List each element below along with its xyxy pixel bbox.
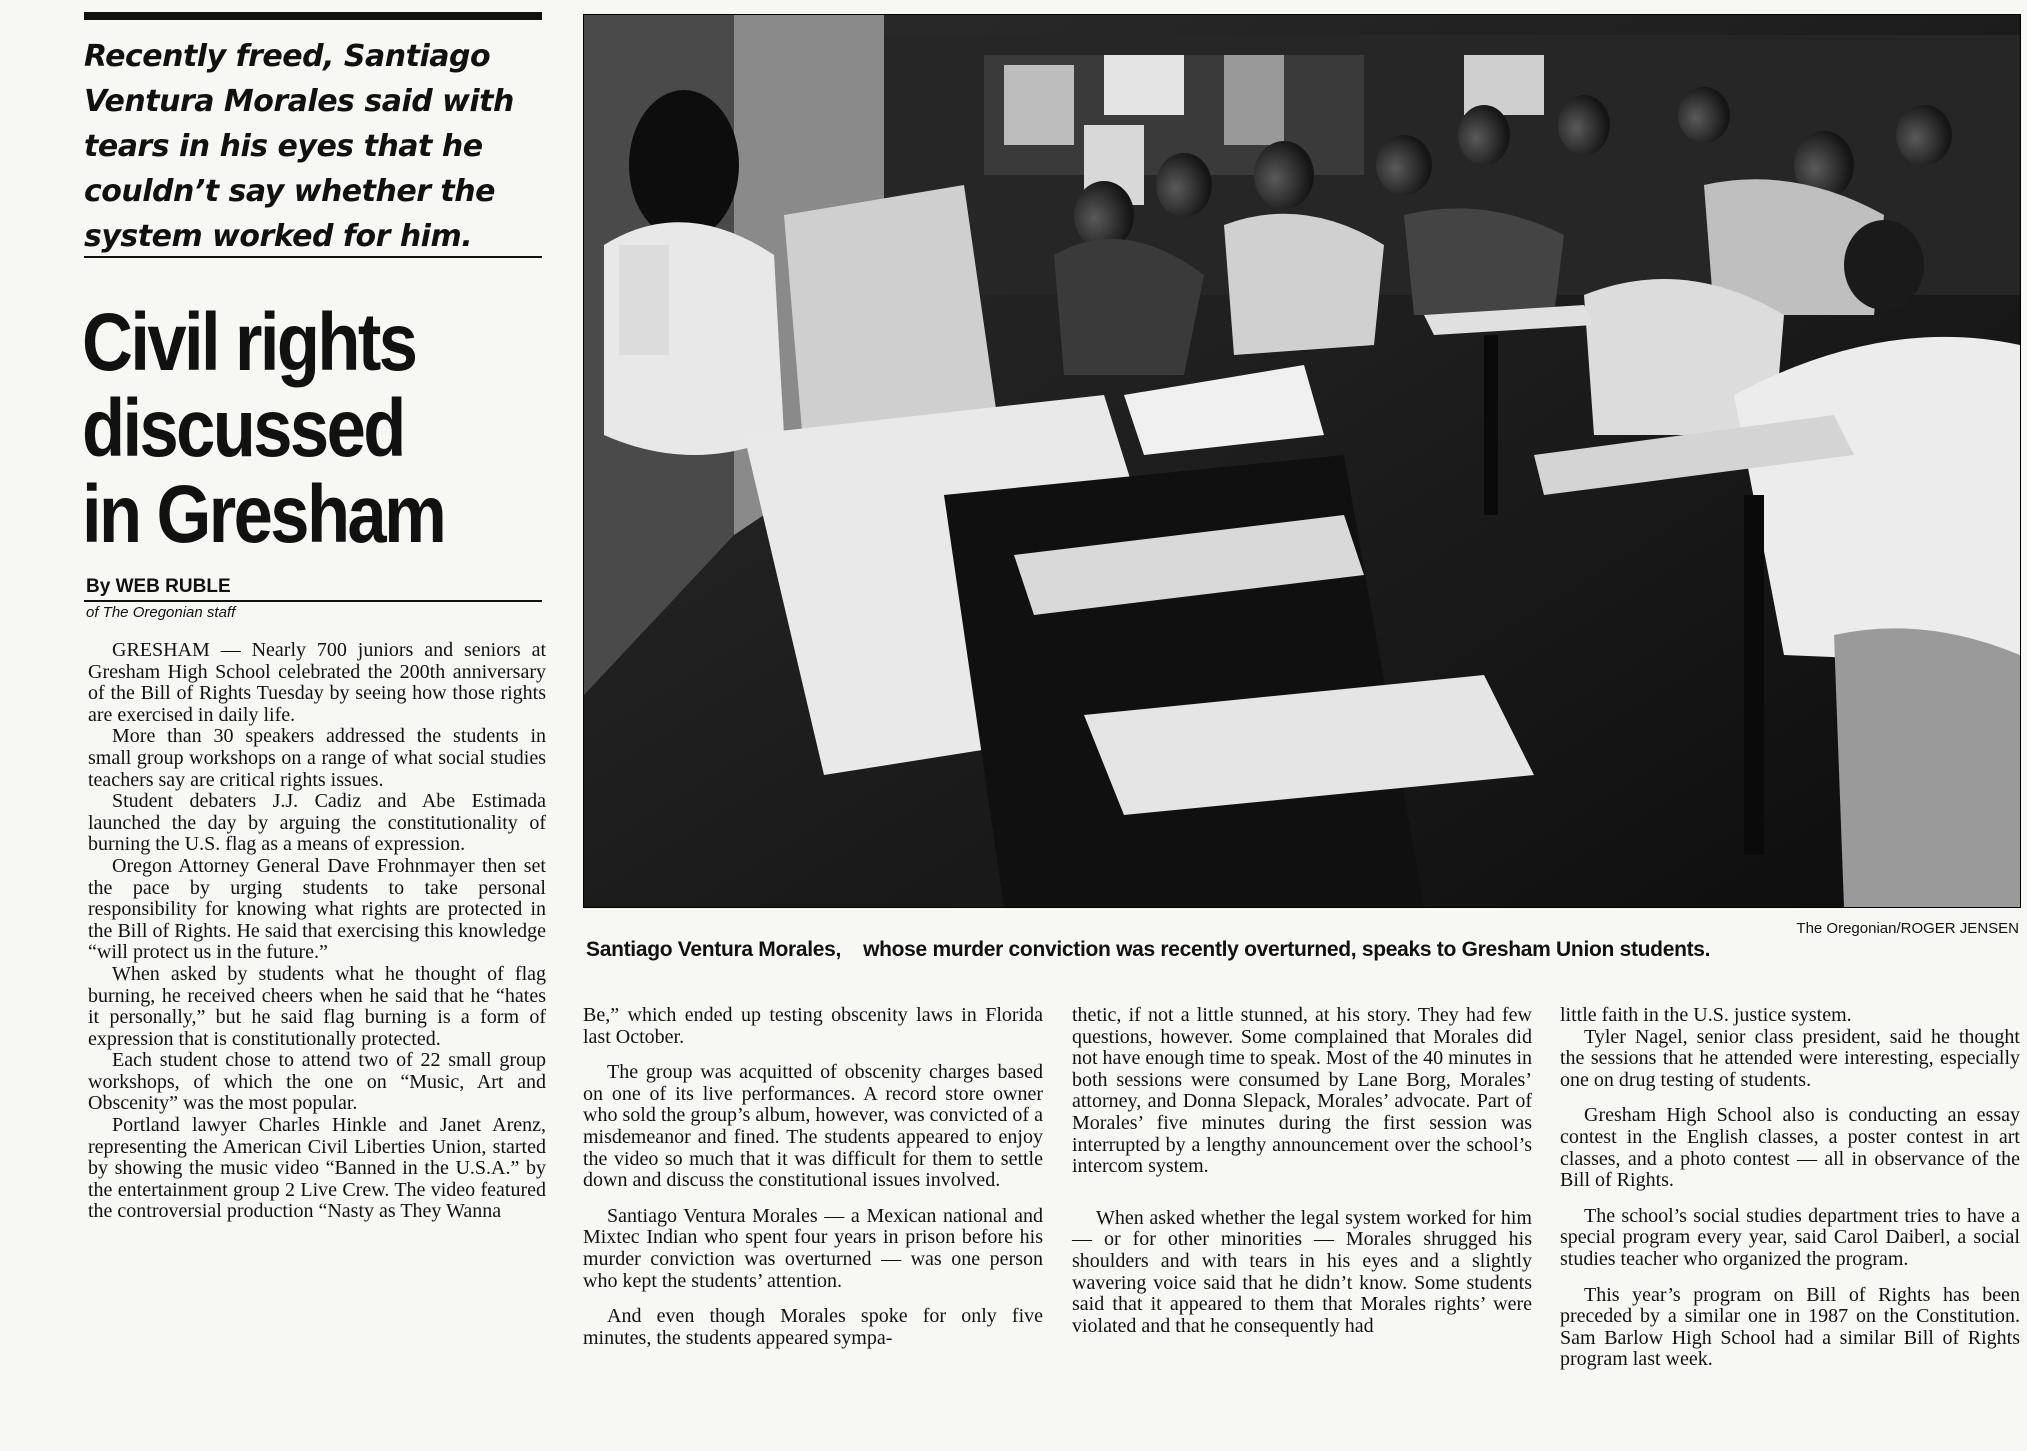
paragraph: Student debaters J.J. Cadiz and Abe Estimada launched the day by arguing the constitutionality of burning the U.S. flag as a means of expression. — [88, 790, 546, 856]
pull-quote-line: tears in his eyes that he — [84, 129, 483, 164]
paragraph: The group was acquitted of obscenity charges based on one of its live performances. A record store owner who sold the group’s album, however, was convicted of a misdemeanor and fined. The students appeared to enjoy the video so much that it was difficult for them to settle down and discuss the constitutional issues involved. — [583, 1061, 1043, 1192]
headline-line: in Gresham — [82, 469, 445, 560]
pull-quote-line: Recently freed, Santiago — [84, 39, 491, 74]
paragraph: Be,” which ended up testing obscenity laws in Florida last October. — [583, 1004, 1043, 1048]
pull-quote-line: system worked for him. — [84, 219, 473, 254]
headline-line: discussed — [82, 383, 404, 474]
paragraph: And even though Morales spoke for only five minutes, the students appeared sympa- — [583, 1305, 1043, 1349]
article-column-2 — [583, 1005, 1043, 1349]
paragraph: Each student chose to attend two of 22 small group workshops, of which the one on “Music, Art and Obscenity” was the most popular. — [88, 1049, 546, 1115]
photo-caption — [586, 938, 2026, 962]
pull-quote-rule — [84, 256, 542, 258]
pull-quote-line: Ventura Morales said with — [84, 84, 514, 119]
photo-credit: The Oregonian/ROGER JENSEN — [1796, 920, 2019, 937]
article-column-3 — [1072, 1005, 1532, 1337]
top-rule — [84, 12, 542, 20]
paragraph: Portland lawyer Charles Hinkle and Janet Arenz, representing the American Civil Liberties Union, started by showing the music video “Banned in the U.S.A.” by the entertainment group 2 Live Crew. The video featured the controversial production “Nasty as They Wanna — [88, 1114, 546, 1223]
paragraph: When asked by students what he thought of flag burning, he received cheers when he said that he “hates it personally,” but he said flag burning is a form of expression that is constitutionally protected. — [88, 962, 546, 1050]
paragraph: Tyler Nagel, senior class president, said he thought the sessions that he attended were interesting, especially one on drug testing of students. — [1560, 1025, 2020, 1091]
paragraph: little faith in the U.S. justice system. — [1560, 1004, 1852, 1026]
headline-line: Civil rights — [82, 297, 416, 388]
paragraph: thetic, if not a little stunned, at his story. They had few questions, however. Some complained that Morales did not have enough time to speak. Most of the 40 minutes in both sessions were consumed by Lane Borg, Morales’ attorney, and Donna Slepack, Morales’ advocate. Part of Morales’ five minutes during the first session was interrupted by a lengthy announcement over the school’s intercom system. — [1072, 1004, 1532, 1178]
classroom-photo — [583, 14, 2021, 908]
pull-quote — [84, 34, 554, 259]
article-column-1 — [88, 640, 546, 1223]
headline — [82, 297, 495, 560]
paragraph: Santiago Ventura Morales — a Mexican national and Mixtec Indian who spent four years in prison before his murder conviction was overturned — was one person who kept the students’ attention. — [583, 1204, 1043, 1292]
paragraph: Oregon Attorney General Dave Frohnmayer then set the pace by urging students to take personal responsibility for knowing what rights are protected in the Bill of Rights. He said that exercising this knowledge “will protect us in the future.” — [88, 854, 546, 964]
byline-affiliation: of The Oregonian staff — [86, 604, 236, 621]
paragraph: This year’s program on Bill of Rights has been preceded by a similar one in 1987 on the Constitution. Sam Barlow High School had a similar Bill of Rights program last week. — [1560, 1283, 2020, 1371]
paragraph: GRESHAM — Nearly 700 juniors and seniors at Gresham High School celebrated the 200th anniversary of the Bill of Rights Tuesday by seeing how those rights are exercised in daily life. — [88, 639, 546, 726]
paragraph: When asked whether the legal system worked for him — or for other minorities — Morales shrugged his shoulders and with tears in his eyes and a slightly wavering voice said that he didn’t know. Some students said that it appeared to them that Morales rights’ were violated and that he consequently had — [1072, 1206, 1532, 1337]
photo-image — [584, 15, 2020, 907]
article-column-4 — [1560, 1005, 2020, 1371]
paragraph: More than 30 speakers addressed the students in small group workshops on a range of what social studies teachers say are critical rights issues. — [88, 725, 546, 791]
byline: By WEB RUBLE — [86, 576, 231, 597]
caption-name: Santiago Ventura Morales, — [586, 938, 842, 961]
byline-rule — [84, 600, 542, 602]
caption-text: whose murder conviction was recently overturned, speaks to Gresham Union students. — [863, 938, 1711, 961]
paragraph: Gresham High School also is conducting an essay contest in the English classes, a poster contest in art classes, and a photo contest — all in observance of the Bill of Rights. — [1560, 1104, 2020, 1192]
paragraph: The school’s social studies department tries to have a special program every year, said Carol Daiberl, a social studies teacher who organized the program. — [1560, 1204, 2020, 1270]
pull-quote-line: couldn’t say whether the — [84, 174, 495, 209]
